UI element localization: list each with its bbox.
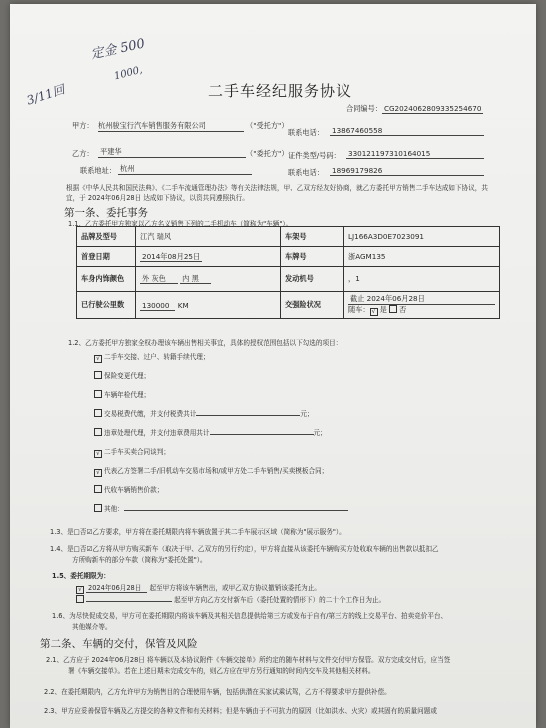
term-1-checkbox[interactable] <box>76 586 84 594</box>
term-1-text: 起至甲方将该车辆售出，或甲乙双方协议撤销该委托为止。 <box>149 584 321 592</box>
contract-number-value: CG2024062809335254670 <box>383 104 482 113</box>
party-b-id-label: 证件类型/号码： <box>288 151 341 160</box>
contact-phone: 18969179826 <box>330 166 484 176</box>
insurance-yes-label: 是 <box>379 305 387 314</box>
contract-paper <box>10 4 536 728</box>
option-label: 交易税费代缴，并支付税费共计 <box>104 410 197 418</box>
clause-1-1: 1.1、乙方委托甲方独家以乙方名义销售下列的二手机动车（简称为"车辆"）。 <box>68 220 293 228</box>
plate-value: 浙AGM135 <box>344 247 500 267</box>
engine-value: ，1 <box>344 267 500 292</box>
option-list-item <box>94 408 314 418</box>
option-blank <box>210 427 314 435</box>
insurance-no-label: 否 <box>399 305 407 314</box>
party-a-label: 甲方： <box>72 121 94 130</box>
option-suffix: 元； <box>300 410 314 418</box>
contract-number-label: 合同编号： <box>346 104 382 113</box>
clause-1-6-line-1: 1.6、为尽快促成交易，甲方可在委托期限内将该车辆及其相关信息提供给第三方或发布于自有/第三方的线上交易平台、拍卖竞价平台、 <box>52 612 448 620</box>
option-list-item <box>94 370 150 380</box>
section-2-heading: 第二条、车辆的交付，保管及风险 <box>40 638 198 650</box>
option-label: 二手车买卖合同谈判； <box>104 448 170 456</box>
term-1-date: 2024年06月28日 <box>86 584 147 593</box>
option-suffix: 元； <box>313 429 327 437</box>
party-b-name: 平建华 <box>98 147 246 158</box>
option-list-item <box>94 446 170 458</box>
option-label: 其他： <box>104 505 124 513</box>
option-label: 代表乙方签署二手/旧机动车交易市场和/或甲方处二手车销售/买卖模板合同； <box>104 467 329 475</box>
party-b-role: （"委托方"） <box>246 149 289 158</box>
mileage-value: 130000 <box>140 301 175 311</box>
party-a-phone-label: 联系电话： <box>288 128 324 137</box>
option-list-item <box>94 503 348 513</box>
mileage-cell <box>136 292 281 319</box>
insurance-with-car <box>348 305 495 316</box>
contact-address: 杭州 <box>118 164 252 175</box>
option-checkbox[interactable] <box>94 504 102 512</box>
party-b-label: 乙方： <box>72 149 94 158</box>
vin-label: 车架号 <box>281 227 344 247</box>
insurance-expiry: 截止 2024年06月28日 <box>348 294 495 305</box>
party-a-name: 杭州骏宝行汽车销售服务有限公司 <box>98 121 244 132</box>
brand-value: 江汽 瑞风 <box>136 227 281 247</box>
clause-2-1-line-1: 2.1、乙方应于 2024年06月28日 将车辆以及本协议附件《车辆交接单》所约定的随车材料与文件交付甲方保管。双方完成交付后，应当签 <box>46 656 451 664</box>
interior-color: 内 黑 <box>180 274 211 284</box>
party-a-role: （"受托方"） <box>246 121 289 130</box>
vin-value: LJ166A3D0E7023091 <box>344 227 500 247</box>
exterior-color: 外 灰色 <box>140 274 178 284</box>
insurance-no-checkbox[interactable] <box>389 305 397 313</box>
plate-label: 车牌号 <box>281 247 344 267</box>
option-blank <box>196 408 300 416</box>
option-checkbox[interactable] <box>94 485 102 493</box>
option-checkbox[interactable] <box>94 469 102 477</box>
option-checkbox[interactable] <box>94 390 102 398</box>
reg-date-cell <box>136 247 281 267</box>
insurance-follow-label: 随车： <box>348 305 370 314</box>
reg-date-value: 2014年08月25日 <box>142 251 201 261</box>
option-checkbox[interactable] <box>94 371 102 379</box>
color-cell <box>136 267 281 292</box>
document-title: 二手车经纪服务协议 <box>208 82 353 100</box>
option-label: 车辆年检代理； <box>104 391 151 399</box>
term-2-blank <box>86 594 172 602</box>
clause-1-3: 1.3、是□否☑乙方要求，甲方将在委托期限内将车辆放置于其二手车展示区域（简称为"展示服务"）。 <box>50 528 346 536</box>
handwritten-note-left: 3/11回 <box>24 82 67 108</box>
engine-label: 发动机号 <box>281 267 344 292</box>
mileage-unit: KM <box>177 300 189 310</box>
term-option-1 <box>76 582 321 594</box>
section-1-heading: 第一条、委托事务 <box>64 207 148 219</box>
table-row <box>77 227 500 247</box>
clause-2-2: 2.2、在委托期限内，乙方允许甲方为销售目的合理使用车辆，包括供潜在买家试乘试驾，乙方不得要求甲方提供补偿。 <box>44 688 391 696</box>
brand-label: 品牌及型号 <box>77 227 136 247</box>
term-option-2 <box>76 594 385 604</box>
insurance-yes-checkbox[interactable] <box>370 308 378 316</box>
party-b-id: 330121197310164015 <box>346 149 484 159</box>
insurance-cell <box>344 292 500 319</box>
clause-1-2: 1.2、乙方委托甲方独家全权办理该车辆出售相关事宜，具体的授权范围包括以下勾选的项目： <box>68 339 343 347</box>
insurance-label: 交强险状况 <box>281 292 344 319</box>
option-checkbox[interactable] <box>94 428 102 436</box>
handwritten-note-sub: 1000, <box>113 64 144 83</box>
option-list-item <box>94 351 210 363</box>
reg-date-label: 首登日期 <box>77 247 136 267</box>
option-checkbox[interactable] <box>94 355 102 363</box>
preamble-line-1: 根据《中华人民共和国民法典》、《二手车流通管理办法》等有关法律法规，甲、乙双方经友好协商，就乙方委托甲方销售二手车达成如下协议，共 <box>66 184 488 192</box>
contact-address-label: 联系地址： <box>80 166 116 175</box>
option-label: 代收车辆销售价款； <box>104 486 164 494</box>
option-list-item <box>94 484 163 494</box>
term-2-checkbox[interactable] <box>76 595 84 603</box>
table-row <box>77 292 500 319</box>
clause-1-4-line-2: 方所购新车的部分车款（简称为"委托处置"）。 <box>72 556 207 564</box>
contract-number <box>346 104 483 114</box>
mileage-label: 已行驶公里数 <box>77 292 136 319</box>
option-blank <box>124 503 348 511</box>
clause-1-4-line-1: 1.4、是□否☑乙方将从甲方购买新车（取决于甲、乙双方的另行约定），甲方将直接从该委托车辆购买方处收取车辆的出售款以抵扣乙 <box>50 545 439 553</box>
clause-1-5: 1.5、委托期限为： <box>52 572 110 580</box>
option-label: 二手车交接、过户、转籍手续代理； <box>104 353 210 361</box>
table-row <box>77 267 500 292</box>
option-label: 违章处理代理，并支付违章费用共计 <box>104 429 210 437</box>
clause-2-1-line-2: 署《车辆交接单》。若在上述日期未完成交车的，则乙方应在甲方另行通知的时间内交车及其他相关材料。 <box>68 667 375 675</box>
vehicle-table <box>76 226 500 319</box>
clause-1-6-line-2: 其他媒介等。 <box>72 623 112 631</box>
option-label: 保险变更代理； <box>104 372 151 380</box>
handwritten-note-top: 定金 500 <box>89 36 147 63</box>
option-list-item <box>94 465 328 477</box>
term-2-text: 起至甲方向乙方交付新车后（委托处置的情形下）的二十个工作日为止。 <box>174 596 386 604</box>
option-list-item <box>94 427 327 437</box>
table-row <box>77 247 500 267</box>
preamble-line-2: 宜，于 2024年06月28日 达成如下协议，以资共同遵照执行。 <box>66 194 249 202</box>
party-a-phone: 13867460558 <box>330 126 484 136</box>
color-label: 车身内饰颜色 <box>77 267 136 292</box>
option-checkbox[interactable] <box>94 409 102 417</box>
contact-phone-label: 联系电话： <box>288 168 324 177</box>
option-list-item <box>94 389 150 399</box>
option-checkbox[interactable] <box>94 450 102 458</box>
clause-2-3: 2.3、甲方应妥善保管车辆及乙方提交的各种文件和有关材料；但是车辆由于不可抗力的原因（比如洪水、火灾）或其固有的质量问题或 <box>44 707 437 715</box>
